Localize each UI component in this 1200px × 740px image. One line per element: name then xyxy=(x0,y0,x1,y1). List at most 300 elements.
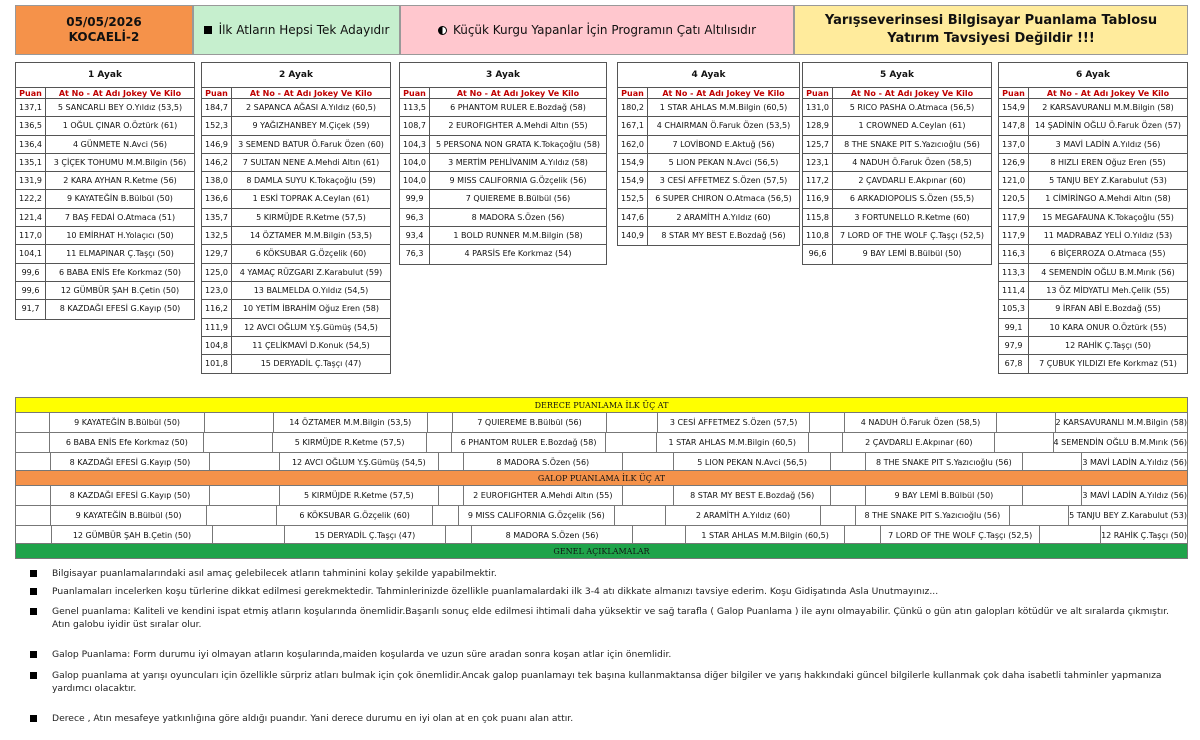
puan-cell: 108,7 xyxy=(400,117,430,134)
table-row xyxy=(803,227,991,245)
galop-cell: 5 TANJU BEY Z.Karabulut (53) xyxy=(1069,511,1187,520)
horse-cell: 8 KAZDAĞI EFESİ G.Kayıp (50) xyxy=(59,304,181,314)
table-row xyxy=(999,190,1187,208)
leg-header-row xyxy=(400,88,606,99)
leg-title: 1 Ayak xyxy=(16,63,194,88)
leg-header-row xyxy=(202,88,390,99)
puan-cell: 101,8 xyxy=(202,355,232,373)
table-row xyxy=(202,209,390,227)
puan-cell: 96,6 xyxy=(803,245,833,263)
derece-cell: 3 MAVİ LADİN A.Yıldız (56) xyxy=(1082,458,1188,467)
puan-cell: 126,9 xyxy=(999,154,1029,171)
horse-cell: 8 DAMLA SUYU K.Tokaçoğlu (59) xyxy=(246,176,376,186)
table-row xyxy=(202,172,390,190)
horse-cell: 12 AVCI OĞLUM Y.Ş.Gümüş (54,5) xyxy=(244,322,378,332)
puan-cell: 137,1 xyxy=(16,99,46,116)
horse-cell: 12 RAHİK Ç.Taşçı (50) xyxy=(1065,340,1151,350)
horse-cell: 9 MISS CALIFORNIA G.Özçelik (56) xyxy=(449,176,587,186)
leg-title: 4 Ayak xyxy=(618,63,799,88)
spacer-cell xyxy=(16,486,51,506)
puan-cell: 99,6 xyxy=(16,264,46,281)
galop-cell: 9 MISS CALIFORNIA G.Özçelik (56) xyxy=(459,506,616,526)
derece-band: DERECE PUANLAMA İLK ÜÇ AT xyxy=(15,397,1188,413)
puan-cell: 125,0 xyxy=(202,264,232,281)
horse-cell: 6 ARKADIOPOLIS S.Özen (55,5) xyxy=(849,194,975,204)
galop-cell: 6 KÖKSUBAR G.Özçelik (60) xyxy=(277,506,434,526)
table-row xyxy=(803,99,991,117)
horse-cell: 6 SUPER CHIRON O.Atmaca (56,5) xyxy=(655,194,792,204)
table-row xyxy=(400,172,606,190)
black-square-icon xyxy=(204,26,212,34)
table-row xyxy=(16,190,194,208)
note-text: Puanlamaları incelerken koşu türlerine dikkat edilmesi gerekmektedir. Tahminlerinizde özellikle puanlamalardaki ilk 3-4 atı dikkate almanızı tavsiye ederim. Koşu Gidişatında Asla Unutmayınız... xyxy=(52,586,939,597)
spacer-cell xyxy=(997,413,1055,433)
horse-cell: 11 ÇELİKMAVİ D.Konuk (54,5) xyxy=(252,340,370,350)
puan-cell: 121,0 xyxy=(999,172,1029,189)
table-row xyxy=(803,245,991,263)
puan-cell: 154,9 xyxy=(618,172,648,189)
horse-cell: 7 ÇUBUK YILDIZI Efe Korkmaz (51) xyxy=(1039,359,1177,369)
table-row xyxy=(999,264,1187,282)
note-item xyxy=(30,585,1180,598)
half-filled-circle-icon xyxy=(438,26,447,35)
spacer-cell xyxy=(439,486,464,506)
table-row xyxy=(999,355,1187,373)
puan-header: Puan xyxy=(999,88,1029,98)
puan-cell: 99,6 xyxy=(16,282,46,299)
bullet-square-icon xyxy=(30,588,37,595)
horse-cell: 6 KÖKSUBAR G.Özçelik (60) xyxy=(255,249,367,259)
puan-cell: 131,0 xyxy=(803,99,833,116)
derece-cell: 8 KAZDAĞI EFESİ G.Kayıp (50) xyxy=(51,453,209,473)
table-row xyxy=(400,99,606,117)
puan-cell: 137,0 xyxy=(999,136,1029,153)
spacer-cell xyxy=(809,433,843,453)
spacer-cell xyxy=(16,433,50,453)
table-row xyxy=(16,227,194,245)
table-row xyxy=(202,282,390,300)
bullet-square-icon xyxy=(30,651,37,658)
horse-header: At No - At Adı Jokey Ve Kilo xyxy=(456,89,580,98)
spacer-cell xyxy=(607,413,658,433)
horse-cell: 2 ÇAVDARLI E.Akpınar (60) xyxy=(858,176,966,186)
bullet-square-icon xyxy=(30,570,37,577)
puan-cell: 152,3 xyxy=(202,117,232,134)
puan-cell: 128,9 xyxy=(803,117,833,134)
bullet-square-icon xyxy=(30,672,37,679)
table-row xyxy=(16,245,194,263)
horse-cell: 9 KAYATEĞİN B.Bülbül (50) xyxy=(67,194,173,204)
puan-cell: 123,0 xyxy=(202,282,232,299)
table-row xyxy=(202,319,390,337)
horse-cell: 9 İRFAN ABİ E.Bozdağ (55) xyxy=(1055,304,1161,314)
genel-band: GENEL AÇIKLAMALAR xyxy=(15,543,1188,559)
puan-cell: 131,9 xyxy=(16,172,46,189)
note-text: Genel puanlama: Kaliteli ve kendini ispat etmiş atların koşularında önemlidir.Başarılı sonuç elde edilmesi ihtimali daha yüksektir ve sağ tarafla ( Galop Puanlama ) ile aynı olmayabilir. Çünkü o gün atın galopları kötüdür ve alt sıralarda çıkmıştır. Atın galobu iyidir üst sıralar olur. xyxy=(52,606,1169,630)
galop-cell: 5 KIRMÜJDE R.Ketme (57,5) xyxy=(280,486,438,506)
table-row xyxy=(618,99,799,117)
puan-cell: 154,9 xyxy=(618,154,648,171)
horse-cell: 7 QUIEREME B.Bülbül (56) xyxy=(465,194,571,204)
puan-cell: 136,4 xyxy=(16,136,46,153)
puan-cell: 117,9 xyxy=(999,227,1029,244)
horse-cell: 6 BABA ENİS Efe Korkmaz (50) xyxy=(59,267,181,277)
galop-cell: 9 BAY LEMİ B.Bülbül (50) xyxy=(866,486,1023,506)
derece-cell: 1 STAR AHLAS M.M.Bilgin (60,5) xyxy=(657,433,809,453)
horse-cell: 12 GÜMBÜR ŞAH B.Çetin (50) xyxy=(60,285,180,295)
table-row xyxy=(618,209,799,227)
puan-cell: 104,8 xyxy=(202,337,232,354)
puan-cell: 129,7 xyxy=(202,245,232,262)
table-row xyxy=(16,117,194,135)
spacer-cell xyxy=(831,486,866,506)
note-item xyxy=(30,712,1180,725)
puan-cell: 132,5 xyxy=(202,227,232,244)
galop-cell: 7 LORD OF THE WOLF Ç.Taşçı (52,5) xyxy=(881,526,1040,546)
table-row xyxy=(16,154,194,172)
puan-cell: 121,4 xyxy=(16,209,46,226)
puan-cell: 135,1 xyxy=(16,154,46,171)
galop-row xyxy=(15,506,1188,526)
table-row xyxy=(803,190,991,208)
race-date-cell xyxy=(15,5,193,55)
note-text: Derece , Atın mesafeye yatkınlığına göre aldığı puandır. Yani derece durumu en iyi olan at en çok puanı alan attır. xyxy=(52,713,574,724)
leg-table-4 xyxy=(617,62,800,246)
note-item xyxy=(30,605,1180,631)
horse-cell: 2 KARA AYHAN R.Ketme (56) xyxy=(63,176,177,186)
derece-cell: 9 KAYATEĞİN B.Bülbül (50) xyxy=(50,413,204,433)
horse-cell: 2 ARAMİTH A.Yıldız (60) xyxy=(676,212,771,222)
horse-cell: 2 KARSAVURANLI M.M.Bilgin (58) xyxy=(1042,103,1174,112)
table-row xyxy=(803,172,991,190)
spacer-cell xyxy=(204,433,273,453)
table-row xyxy=(202,136,390,154)
table-row xyxy=(999,227,1187,245)
horse-cell: 5 PERSONA NON GRATA K.Tokaçoğlu (58) xyxy=(435,139,601,149)
horse-header: At No - At Adı Jokey Ve Kilo xyxy=(1046,89,1170,98)
puan-cell: 113,5 xyxy=(400,99,430,116)
horse-cell: 13 BALMELDA O.Yıldız (54,5) xyxy=(253,285,369,295)
horse-cell: 15 MEGAFAUNA K.Tokaçoğlu (55) xyxy=(1042,212,1174,222)
horse-cell: 3 CESİ AFFETMEZ S.Özen (57,5) xyxy=(659,176,788,186)
horse-cell: 7 LOVİBOND E.Aktuğ (56) xyxy=(672,139,775,149)
leg-table-5 xyxy=(802,62,992,265)
puan-cell: 67,8 xyxy=(999,355,1029,373)
derece-cell: 7 QUIEREME B.Bülbül (56) xyxy=(453,413,607,433)
spacer-cell xyxy=(1010,506,1069,526)
puan-header: Puan xyxy=(400,88,430,98)
galop-cell: 8 STAR MY BEST E.Bozdağ (56) xyxy=(674,486,831,506)
leg-title: 3 Ayak xyxy=(400,63,606,88)
table-row xyxy=(400,227,606,245)
table-row xyxy=(999,209,1187,227)
horse-cell: 5 KIRMÜJDE R.Ketme (57,5) xyxy=(256,212,366,222)
puan-cell: 152,5 xyxy=(618,190,648,207)
derece-cell: 14 ÖZTAMER M.M.Bilgin (53,5) xyxy=(274,413,428,433)
table-row xyxy=(999,319,1187,337)
spacer-cell xyxy=(433,506,458,526)
horse-cell: 7 LORD OF THE WOLF Ç.Taşçı (52,5) xyxy=(839,231,985,241)
table-row xyxy=(999,282,1187,300)
puan-cell: 104,0 xyxy=(400,154,430,171)
puan-cell: 117,9 xyxy=(999,209,1029,226)
note-item xyxy=(30,567,1180,580)
horse-cell: 15 DERYADİL Ç.Taşçı (47) xyxy=(260,359,362,369)
horse-cell: 3 MERTİM PEHLİVANIM A.Yıldız (58) xyxy=(448,157,588,167)
puan-cell: 117,2 xyxy=(803,172,833,189)
table-row xyxy=(803,154,991,172)
puan-cell: 138,0 xyxy=(202,172,232,189)
puan-cell: 167,1 xyxy=(618,117,648,134)
note-item xyxy=(30,669,1180,695)
puan-cell: 115,8 xyxy=(803,209,833,226)
small-bet-note xyxy=(400,5,794,55)
table-row xyxy=(400,245,606,263)
table-row xyxy=(202,227,390,245)
leg-table-2 xyxy=(201,62,391,374)
table-row xyxy=(202,264,390,282)
table-row xyxy=(999,172,1187,190)
spacer-cell xyxy=(1023,486,1083,506)
table-row xyxy=(400,154,606,172)
derece-row xyxy=(15,413,1188,433)
puan-cell: 113,3 xyxy=(999,264,1029,281)
spacer-cell xyxy=(623,486,675,506)
horse-cell: 9 BAY LEMİ B.Bülbül (50) xyxy=(862,249,962,259)
puan-cell: 97,9 xyxy=(999,337,1029,354)
puan-cell: 154,9 xyxy=(999,99,1029,116)
derece-cell: 2 ÇAVDARLI E.Akpınar (60) xyxy=(843,433,995,453)
spacer-cell xyxy=(210,486,280,506)
table-row xyxy=(202,154,390,172)
leg-title: 2 Ayak xyxy=(202,63,390,88)
horse-header: At No - At Adı Jokey Ve Kilo xyxy=(850,89,974,98)
derece-cell: 4 SEMENDİN OĞLU B.M.Mırık (56) xyxy=(1053,438,1187,447)
horse-cell: 9 YAĞIZHANBEY M.Çiçek (59) xyxy=(252,121,370,131)
horse-cell: 3 SEMEND BATUR Ö.Faruk Özen (60) xyxy=(238,139,384,149)
horse-cell: 5 TANJU BEY Z.Karabulut (53) xyxy=(1049,176,1167,186)
horse-cell: 3 FORTUNELLO R.Ketme (60) xyxy=(854,212,970,222)
puan-header: Puan xyxy=(202,88,232,98)
table-row xyxy=(16,264,194,282)
galop-cell: 2 ARAMİTH A.Yıldız (60) xyxy=(666,506,821,526)
horse-cell: 14 ŞADİNİN OĞLU Ö.Faruk Özen (57) xyxy=(1034,121,1182,131)
puan-cell: 104,1 xyxy=(16,245,46,262)
derece-row xyxy=(15,433,1188,453)
table-row xyxy=(202,117,390,135)
puan-cell: 110,8 xyxy=(803,227,833,244)
table-row xyxy=(618,227,799,245)
leg-header-row xyxy=(803,88,991,99)
galop-cell: 8 MADORA S.Özen (56) xyxy=(472,526,633,546)
table-row xyxy=(400,190,606,208)
horse-cell: 10 YETİM İBRAHİM Oğuz Eren (58) xyxy=(242,304,380,314)
horse-header: At No - At Adı Jokey Ve Kilo xyxy=(58,89,182,98)
derece-cell: 8 THE SNAKE PIT S.Yazıcıoğlu (56) xyxy=(866,453,1023,473)
spacer-cell xyxy=(16,506,51,526)
note-item xyxy=(30,648,1180,661)
table-row xyxy=(202,190,390,208)
table-row xyxy=(999,154,1187,172)
table-row xyxy=(202,355,390,373)
derece-cell: 5 LION PEKAN N.Avci (56,5) xyxy=(674,453,831,473)
leg-header-row xyxy=(999,88,1187,99)
single-candidate-note-text: İlk Atların Hepsi Tek Adayıdır xyxy=(218,22,390,37)
puan-cell: 104,0 xyxy=(400,172,430,189)
spacer-cell xyxy=(615,506,666,526)
puan-cell: 111,9 xyxy=(202,319,232,336)
puan-cell: 116,2 xyxy=(202,300,232,317)
horse-header: At No - At Adı Jokey Ve Kilo xyxy=(662,89,785,98)
table-row xyxy=(400,136,606,154)
horse-cell: 8 MADORA S.Özen (56) xyxy=(471,212,565,222)
horse-cell: 1 STAR AHLAS M.M.Bilgin (60,5) xyxy=(659,103,788,112)
puan-cell: 136,5 xyxy=(16,117,46,134)
puan-cell: 93,4 xyxy=(400,227,430,244)
note-text: Galop puanlama at yarışı oyuncuları için özellikle sürpriz atları bulmak için çok önemlidir.Ancak galop puanlamayı tek başına kullanmaktansa diğer bilgiler ve yarış hakkındaki güncel bilgilerle kullanmak çok daha isabetli tahminler yapmanıza yardımcı olacaktır. xyxy=(52,670,1162,694)
puan-header: Puan xyxy=(16,88,46,98)
table-row xyxy=(618,117,799,135)
galop-cell: 2 EUROFIGHTER A.Mehdi Altın (55) xyxy=(464,486,622,506)
puan-cell: 125,7 xyxy=(803,136,833,153)
table-row xyxy=(16,136,194,154)
leg-table-6 xyxy=(998,62,1188,374)
table-row xyxy=(400,209,606,227)
derece-cell: 8 MADORA S.Özen (56) xyxy=(464,453,622,473)
table-row xyxy=(803,117,991,135)
leg-title: 6 Ayak xyxy=(999,63,1187,88)
page-title-line1: Yarışseverinsesi Bilgisayar Puanlama Tablosu xyxy=(824,13,1158,28)
table-row xyxy=(618,190,799,208)
single-candidate-note xyxy=(193,5,400,55)
puan-cell: 117,0 xyxy=(16,227,46,244)
horse-cell: 1 CİMİRİNGO A.Mehdi Altın (58) xyxy=(1045,194,1171,204)
race-date: 05/05/2026 xyxy=(66,15,142,29)
leg-table-1 xyxy=(15,62,195,320)
galop-cell: 9 KAYATEĞİN B.Bülbül (50) xyxy=(51,506,208,526)
galop-row xyxy=(15,486,1188,506)
puan-cell: 122,2 xyxy=(16,190,46,207)
horse-cell: 10 KARA ONUR O.Öztürk (55) xyxy=(1049,322,1167,332)
galop-cell: 12 GÜMBÜR ŞAH B.Çetin (50) xyxy=(52,526,213,546)
horse-cell: 8 STAR MY BEST E.Bozdağ (56) xyxy=(661,231,786,241)
table-row xyxy=(999,337,1187,355)
horse-header: At No - At Adı Jokey Ve Kilo xyxy=(249,89,373,98)
puan-header: Puan xyxy=(803,88,833,98)
puan-cell: 180,2 xyxy=(618,99,648,116)
galop-cell: 8 KAZDAĞI EFESİ G.Kayıp (50) xyxy=(51,486,209,506)
puan-cell: 146,9 xyxy=(202,136,232,153)
puan-cell: 146,2 xyxy=(202,154,232,171)
horse-cell: 13 ÖZ MİDYATLI Meh.Çelik (55) xyxy=(1046,285,1170,295)
small-bet-note-text: Küçük Kurgu Yapanlar İçin Programın Çatı Altılısıdır xyxy=(452,22,757,37)
derece-cell: 12 AVCI OĞLUM Y.Ş.Gümüş (54,5) xyxy=(280,453,438,473)
horse-cell: 8 THE SNAKE PIT S.Yazıcıoğlu (56) xyxy=(844,139,980,149)
table-row xyxy=(16,172,194,190)
bullet-square-icon xyxy=(30,608,37,615)
horse-cell: 3 ÇİÇEK TOHUMU M.M.Bilgin (56) xyxy=(53,157,187,167)
puan-cell: 123,1 xyxy=(803,154,833,171)
table-row xyxy=(803,136,991,154)
spacer-cell xyxy=(810,413,844,433)
horse-cell: 5 SANCARLI BEY O.Yıldız (53,5) xyxy=(57,103,183,112)
page-title xyxy=(794,5,1188,55)
bullet-square-icon xyxy=(30,715,37,722)
note-text: Galop Puanlama: Form durumu iyi olmayan atların koşularında,maiden koşularda ve uzun süre aradan sonra koşan atlar için önemlidir. xyxy=(52,649,672,660)
table-row xyxy=(618,172,799,190)
spacer-cell xyxy=(16,413,50,433)
spacer-cell xyxy=(995,433,1053,453)
puan-cell: 140,9 xyxy=(618,227,648,245)
horse-cell: 2 EUROFIGHTER A.Mehdi Altın (55) xyxy=(448,121,588,131)
horse-cell: 1 CROWNED A.Ceylan (61) xyxy=(858,121,966,131)
puan-cell: 136,6 xyxy=(202,190,232,207)
horse-cell: 5 RICO PASHA O.Atmaca (56,5) xyxy=(849,103,975,112)
horse-cell: 8 HIZLI EREN Oğuz Eren (55) xyxy=(1050,157,1166,167)
leg-title: 5 Ayak xyxy=(803,63,991,88)
table-row xyxy=(202,99,390,117)
table-row xyxy=(618,136,799,154)
puan-cell: 184,7 xyxy=(202,99,232,116)
table-row xyxy=(202,337,390,355)
horse-cell: 4 PARSİS Efe Korkmaz (54) xyxy=(464,249,572,259)
horse-cell: 2 SAPANCA AĞASI A.Yıldız (60,5) xyxy=(246,103,376,112)
page-title-line2: Yatırım Tavsiyesi Değildir !!! xyxy=(887,31,1095,46)
puan-cell: 104,3 xyxy=(400,136,430,153)
table-row xyxy=(803,209,991,227)
horse-cell: 11 MADRABAZ YELİ O.Yıldız (53) xyxy=(1043,231,1173,241)
horse-cell: 1 OĞUL ÇINAR O.Öztürk (61) xyxy=(62,121,178,131)
horse-cell: 4 SEMENDİN OĞLU B.M.Mırık (56) xyxy=(1041,267,1175,277)
horse-cell: 6 PHANTOM RULER E.Bozdağ (58) xyxy=(450,103,586,112)
horse-cell: 3 MAVİ LADİN A.Yıldız (56) xyxy=(1055,139,1161,149)
puan-cell: 116,3 xyxy=(999,245,1029,262)
note-text: Bilgisayar puanlamalarındaki asıl amaç gelebilecek atların tahminini kolay şekilde yapabilmektir. xyxy=(52,568,497,579)
table-row xyxy=(16,209,194,227)
galop-cell: 3 MAVİ LADİN A.Yıldız (56) xyxy=(1082,491,1188,500)
puan-cell: 111,4 xyxy=(999,282,1029,299)
galop-band: GALOP PUANLAMA İLK ÜÇ AT xyxy=(15,470,1188,486)
horse-cell: 10 EMİRHAT H.Yolaçıcı (50) xyxy=(66,231,174,241)
horse-cell: 1 BOLD RUNNER M.M.Bilgin (58) xyxy=(453,231,583,241)
horse-cell: 14 ÖZTAMER M.M.Bilgin (53,5) xyxy=(249,231,373,241)
puan-cell: 105,3 xyxy=(999,300,1029,317)
galop-cell: 15 DERYADİL Ç.Taşçı (47) xyxy=(285,526,446,546)
horse-cell: 4 GÜNMETE N.Avci (56) xyxy=(73,139,167,149)
horse-cell: 4 NADUH Ö.Faruk Özen (58,5) xyxy=(852,157,972,167)
horse-cell: 4 CHAIRMAN Ö.Faruk Özen (53,5) xyxy=(656,121,791,131)
derece-cell: 6 BABA ENİS Efe Korkmaz (50) xyxy=(50,433,204,453)
table-row xyxy=(999,99,1187,117)
horse-cell: 6 BİÇERROZA O.Atmaca (55) xyxy=(1050,249,1166,259)
table-row xyxy=(999,117,1187,135)
derece-cell: 2 KARSAVURANLI M.M.Bilgin (58) xyxy=(1055,418,1187,427)
galop-cell: 8 THE SNAKE PIT S.Yazıcıoğlu (56) xyxy=(856,506,1011,526)
table-row xyxy=(16,300,194,318)
table-row xyxy=(400,117,606,135)
horse-cell: 7 BAŞ FEDAİ O.Atmaca (51) xyxy=(64,212,176,222)
derece-cell: 4 NADUH Ö.Faruk Özen (58,5) xyxy=(845,413,998,433)
puan-cell: 147,6 xyxy=(618,209,648,226)
leg-header-row xyxy=(618,88,799,99)
spacer-cell xyxy=(207,506,277,526)
table-row xyxy=(999,300,1187,318)
spacer-cell xyxy=(821,506,856,526)
table-row xyxy=(202,245,390,263)
table-row xyxy=(999,136,1187,154)
galop-cell: 12 RAHİK Ç.Taşçı (50) xyxy=(1101,531,1188,540)
table-row xyxy=(618,154,799,172)
